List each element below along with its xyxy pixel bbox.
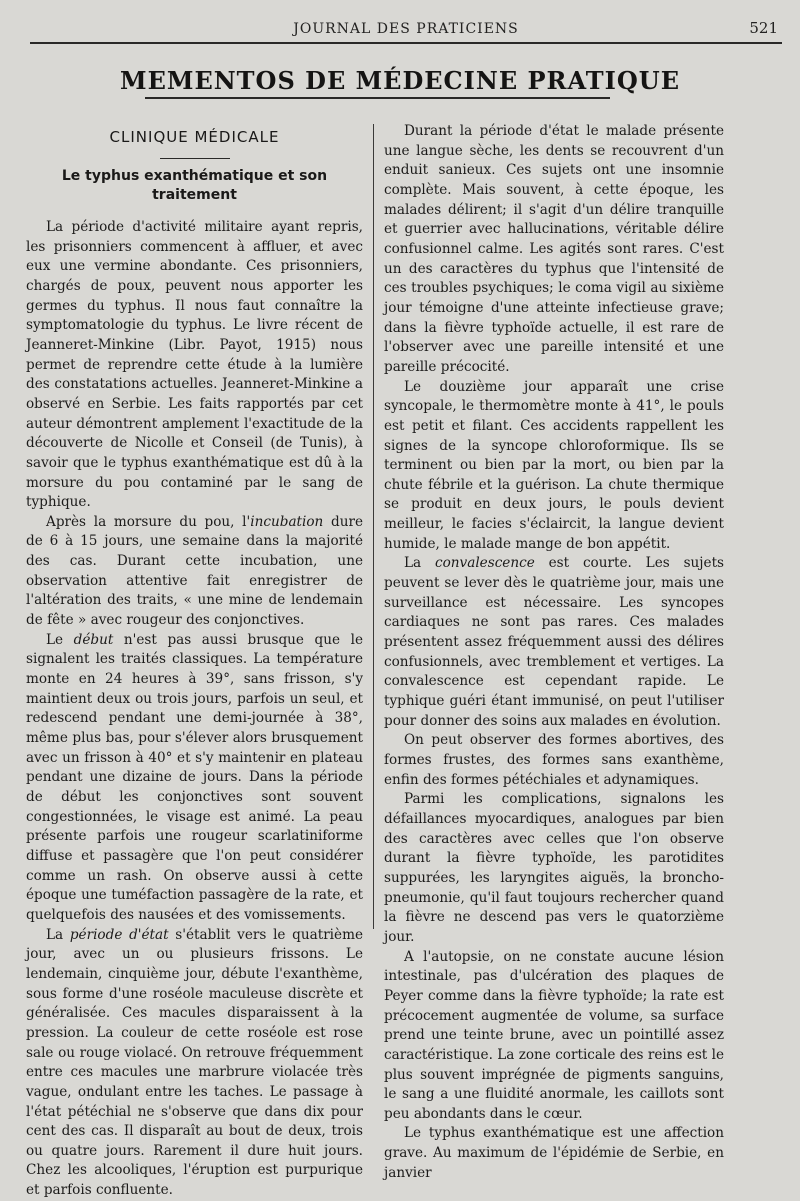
paragraph [26, 631, 363, 926]
text-run: La [404, 555, 435, 572]
left-column [26, 120, 363, 1201]
text-run: Durant la période d'état le malade présente une langue sèche, les dents se recouvrent d'un enduit sanieux. Ces sujets ont une insomnie complète. Mais souvent, à cette époque, les malades délirent; il s'agit d'un délire tranquille et guerrier avec hallucinations, véritable délire confusionnel calme. Les agités sont rares. C'est un des caractères du typhus que l'intensité de ces troubles psychiques; le coma vigil au sixième jour témoigne d'une atteinte infectieuse grave; dans la fièvre typhoïde actuelle, il est rare de l'observer avec une pareille intensité et une pareille précocité. [384, 123, 724, 375]
left-paragraphs [26, 218, 363, 1201]
article-title: Le typhus exanthématique et son traitement [61, 167, 328, 204]
italic-term: début [73, 631, 114, 648]
text-run: est courte. Les sujets peuvent se lever dès le quatrième jour, mais une surveillance est nécessaire. Les syncopes cardiaques ne sont pas rares. Ces malades présentent assez fréquemment aussi des délires confusionnels, avec tremblement et vertiges. La convalescence est cependant rapide. Le typhique guéri étant immunisé, on peut l'utiliser pour donner des soins aux malades en évolution. [384, 555, 725, 729]
italic-term: incubation [250, 513, 324, 530]
right-column [384, 122, 724, 1183]
italic-term: convalescence [434, 555, 535, 572]
text-run: A l'autopsie, on ne constate aucune lésion intestinale, pas d'ulcération des plaques de Peyer comme dans la fièvre typhoïde; la rate est précocement augmentée de volume, sa surface prend une teinte brune, avec un pointillé assez caractéristique. La zone corticale des reins est le plus souvent imprégnée de pigments sanguins, le sang a une fluidité anormale, les caillots sont peu abondants dans le cœur. [384, 948, 724, 1122]
text-run: Le douzième jour apparaît une crise syncopale, le thermomètre monte à 41°, le pouls est petit et filant. Ces accidents rappellent les signes de la syncope chloroformique. Ils se terminent ou bien par la mort, ou bien par la chute fébrile et la guérison. La chute thermique se produit en deux jours, le pouls devient meilleur, le facies s'éclaircit, la langue devient humide, le malade mange de bon appétit. [384, 378, 724, 552]
text-run: n'est pas aussi brusque que le signalent les traités classiques. La température monte en 24 heures à 39°, sans frisson, s'y maintient deux ou trois jours, parfois un seul, et redescend pendant une demi-journée à 38°, même plus bas, pour s'élever alors brusquement avec un frisson à 40° et s'y maintenir en plateau pendant une dizaine de jours. Dans la période de début les conjonctives sont souvent congestionnées, le visage est animé. La peau présente parfois une rougeur scarlatiniforme diffuse et passagère que l'on peut considérer comme un rash. On observe aussi à cette époque une tuméfaction passagère de la rate, et quelquefois des nausées et des vomissements. [26, 631, 363, 923]
text-run: Parmi les complications, signalons les défaillances myocardiques, analogues par bien des caractères avec celles que l'on observe durant la fièvre typhoïde, les parotidites suppurées, les laryngites aiguës, la broncho-pneumonie, qu'il faut toujours rechercher quand la fièvre ne descend pas vers le quatorzième jour. [384, 791, 724, 945]
paragraph [384, 731, 724, 790]
paragraph [384, 554, 724, 731]
paragraph [26, 926, 363, 1201]
text-run: s'établit vers le quatrième jour, avec un ou plusieurs frissons. Le lendemain, cinquième jour, débute l'exanthème, sous forme d'une roséole maculeuse discrète et généralisée. Ces macules disparaissent à la pression. La couleur de cette roséole est rose sale ou rouge violacé. On retrouve fréquemment entre ces macules une marbrure violacée très vague, ondulant entre les taches. Le passage à l'état pétéchial ne s'observe que dans dix pour cent des cas. Il disparaît au bout de deux, trois ou quatre jours. Rarement il dure huit jours. Chez les alcooliques, l'éruption est purpurique et parfois confluente. [26, 926, 364, 1199]
paragraph [384, 790, 724, 947]
text-run: Le typhus exanthématique est une affection grave. Au maximum de l'épidémie de Serbie, en janvier [384, 1125, 724, 1181]
italic-term: période d'état [69, 926, 169, 943]
paragraph [26, 513, 363, 631]
running-header [30, 18, 782, 44]
column-divider [373, 124, 374, 929]
text-run: dure de 6 à 15 jours, une semaine dans la majorité des cas. Durant cette incubation, une observation attentive fait enregistrer de l'altération des traits, « une mine de lendemain de fête » avec rougeur des conjonctives. [26, 513, 363, 629]
section-rule [160, 158, 230, 159]
paragraph [26, 218, 363, 513]
right-paragraphs [384, 122, 724, 1183]
title-rule [145, 97, 610, 99]
text-run: Après la morsure du pou, l' [46, 513, 251, 530]
paragraph [384, 378, 724, 555]
paragraph [384, 122, 724, 378]
section-heading: CLINIQUE MÉDICALE [109, 128, 280, 146]
paragraph [384, 948, 724, 1125]
text-run: La [46, 926, 70, 943]
text-run: On peut observer des formes abortives, des formes frustes, des formes sans exanthème, enfin des formes pétéchiales et adynamiques. [384, 732, 724, 788]
page-number: 521 [749, 19, 778, 37]
page-title: MEMENTOS DE MÉDECINE PRATIQUE [120, 66, 680, 95]
text-run: Le [46, 631, 74, 648]
paragraph [384, 1124, 724, 1183]
text-run: La période d'activité militaire ayant repris, les prisonniers commencent à affluer, et avec eux une vermine abondante. Ces prisonniers, chargés de poux, peuvent nous apporter les germes du typhus. Il nous faut connaître la symptomatologie du typhus. Le livre récent de Jeanneret-Minkine (Libr. Payot, 1915) nous permet de reprendre cette étude à la lumière des constatations actuelles. Jeanneret-Minkine a observé en Serbie. Les faits rapportés par cet auteur démontrent amplement l'exactitude de la découverte de Nicolle et Conseil (de Tunis), à savoir que le typhus exanthématique est dû à la morsure du pou contaminé par le sang de typhique. [26, 218, 363, 511]
journal-name: JOURNAL DES PRATICIENS [293, 21, 519, 37]
